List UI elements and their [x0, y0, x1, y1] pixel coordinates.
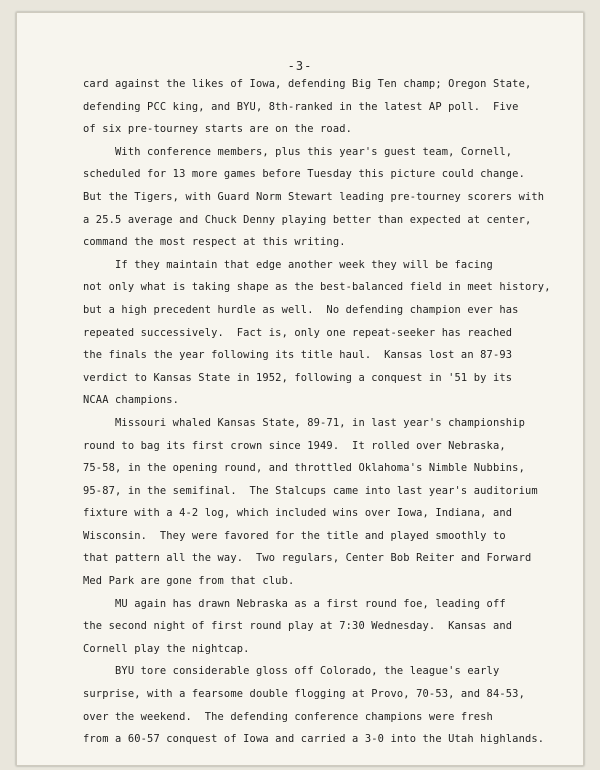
text-line: But the Tigers, with Guard Norm Stewart leading pre-tourney scorers with	[83, 190, 545, 203]
text-line: verdict to Kansas State in 1952, following a conquest in '51 by its	[83, 371, 513, 384]
text-line: With conference members, plus this year's guest team, Cornell,	[83, 145, 513, 158]
text-line: over the weekend. The defending conference champions were fresh	[83, 710, 493, 723]
text-line: the second night of first round play at 7:30 Wednesday. Kansas and	[83, 620, 513, 633]
text-line: BYU tore considerable gloss off Colorado, the league's early	[83, 665, 500, 678]
text-line: 95-87, in the semifinal. The Stalcups came into last year's auditorium	[83, 484, 538, 497]
text-line: Cornell play the nightcap.	[83, 642, 250, 655]
text-line: Med Park are gone from that club.	[83, 575, 295, 588]
text-line: from a 60-57 conquest of Iowa and carried a 3-0 into the Utah highlands.	[83, 733, 545, 746]
page-number: -3-	[287, 59, 313, 73]
text-line: the finals the year following its title haul. Kansas lost an 87-93	[83, 349, 513, 362]
typed-page	[16, 12, 584, 766]
text-line: command the most respect at this writing.	[83, 236, 346, 249]
text-line: Missouri whaled Kansas State, 89-71, in last year's championship	[83, 416, 525, 429]
text-line: If they maintain that edge another week they will be facing	[83, 258, 493, 271]
text-line: defending PCC king, and BYU, 8th-ranked in the latest AP poll. Five	[83, 100, 519, 113]
text-line: surprise, with a fearsome double flogging at Provo, 70-53, and 84-53,	[83, 688, 525, 701]
text-line: scheduled for 13 more games before Tuesday this picture could change.	[83, 168, 525, 181]
text-line: MU again has drawn Nebraska as a first round foe, leading off	[83, 597, 506, 610]
text-line: Wisconsin. They were favored for the title and played smoothly to	[83, 529, 506, 542]
text-line: round to bag its first crown since 1949. It rolled over Nebraska,	[83, 439, 506, 452]
text-line: of six pre-tourney starts are on the road.	[83, 123, 353, 136]
text-line: but a high precedent hurdle as well. No defending champion ever has	[83, 303, 519, 316]
text-line: NCAA champions.	[83, 394, 180, 407]
text-line: a 25.5 average and Chuck Denny playing better than expected at center,	[83, 213, 532, 226]
body-text	[83, 73, 583, 751]
text-line: fixture with a 4-2 log, which included wins over Iowa, Indiana, and	[83, 507, 513, 520]
text-line: that pattern all the way. Two regulars, Center Bob Reiter and Forward	[83, 552, 532, 565]
text-line: 75-58, in the opening round, and throttled Oklahoma's Nimble Nubbins,	[83, 462, 525, 475]
text-line: card against the likes of Iowa, defending Big Ten champ; Oregon State,	[83, 78, 532, 90]
text-line: not only what is taking shape as the best-balanced field in meet history,	[83, 281, 551, 294]
text-line: repeated successively. Fact is, only one repeat-seeker has reached	[83, 326, 513, 339]
